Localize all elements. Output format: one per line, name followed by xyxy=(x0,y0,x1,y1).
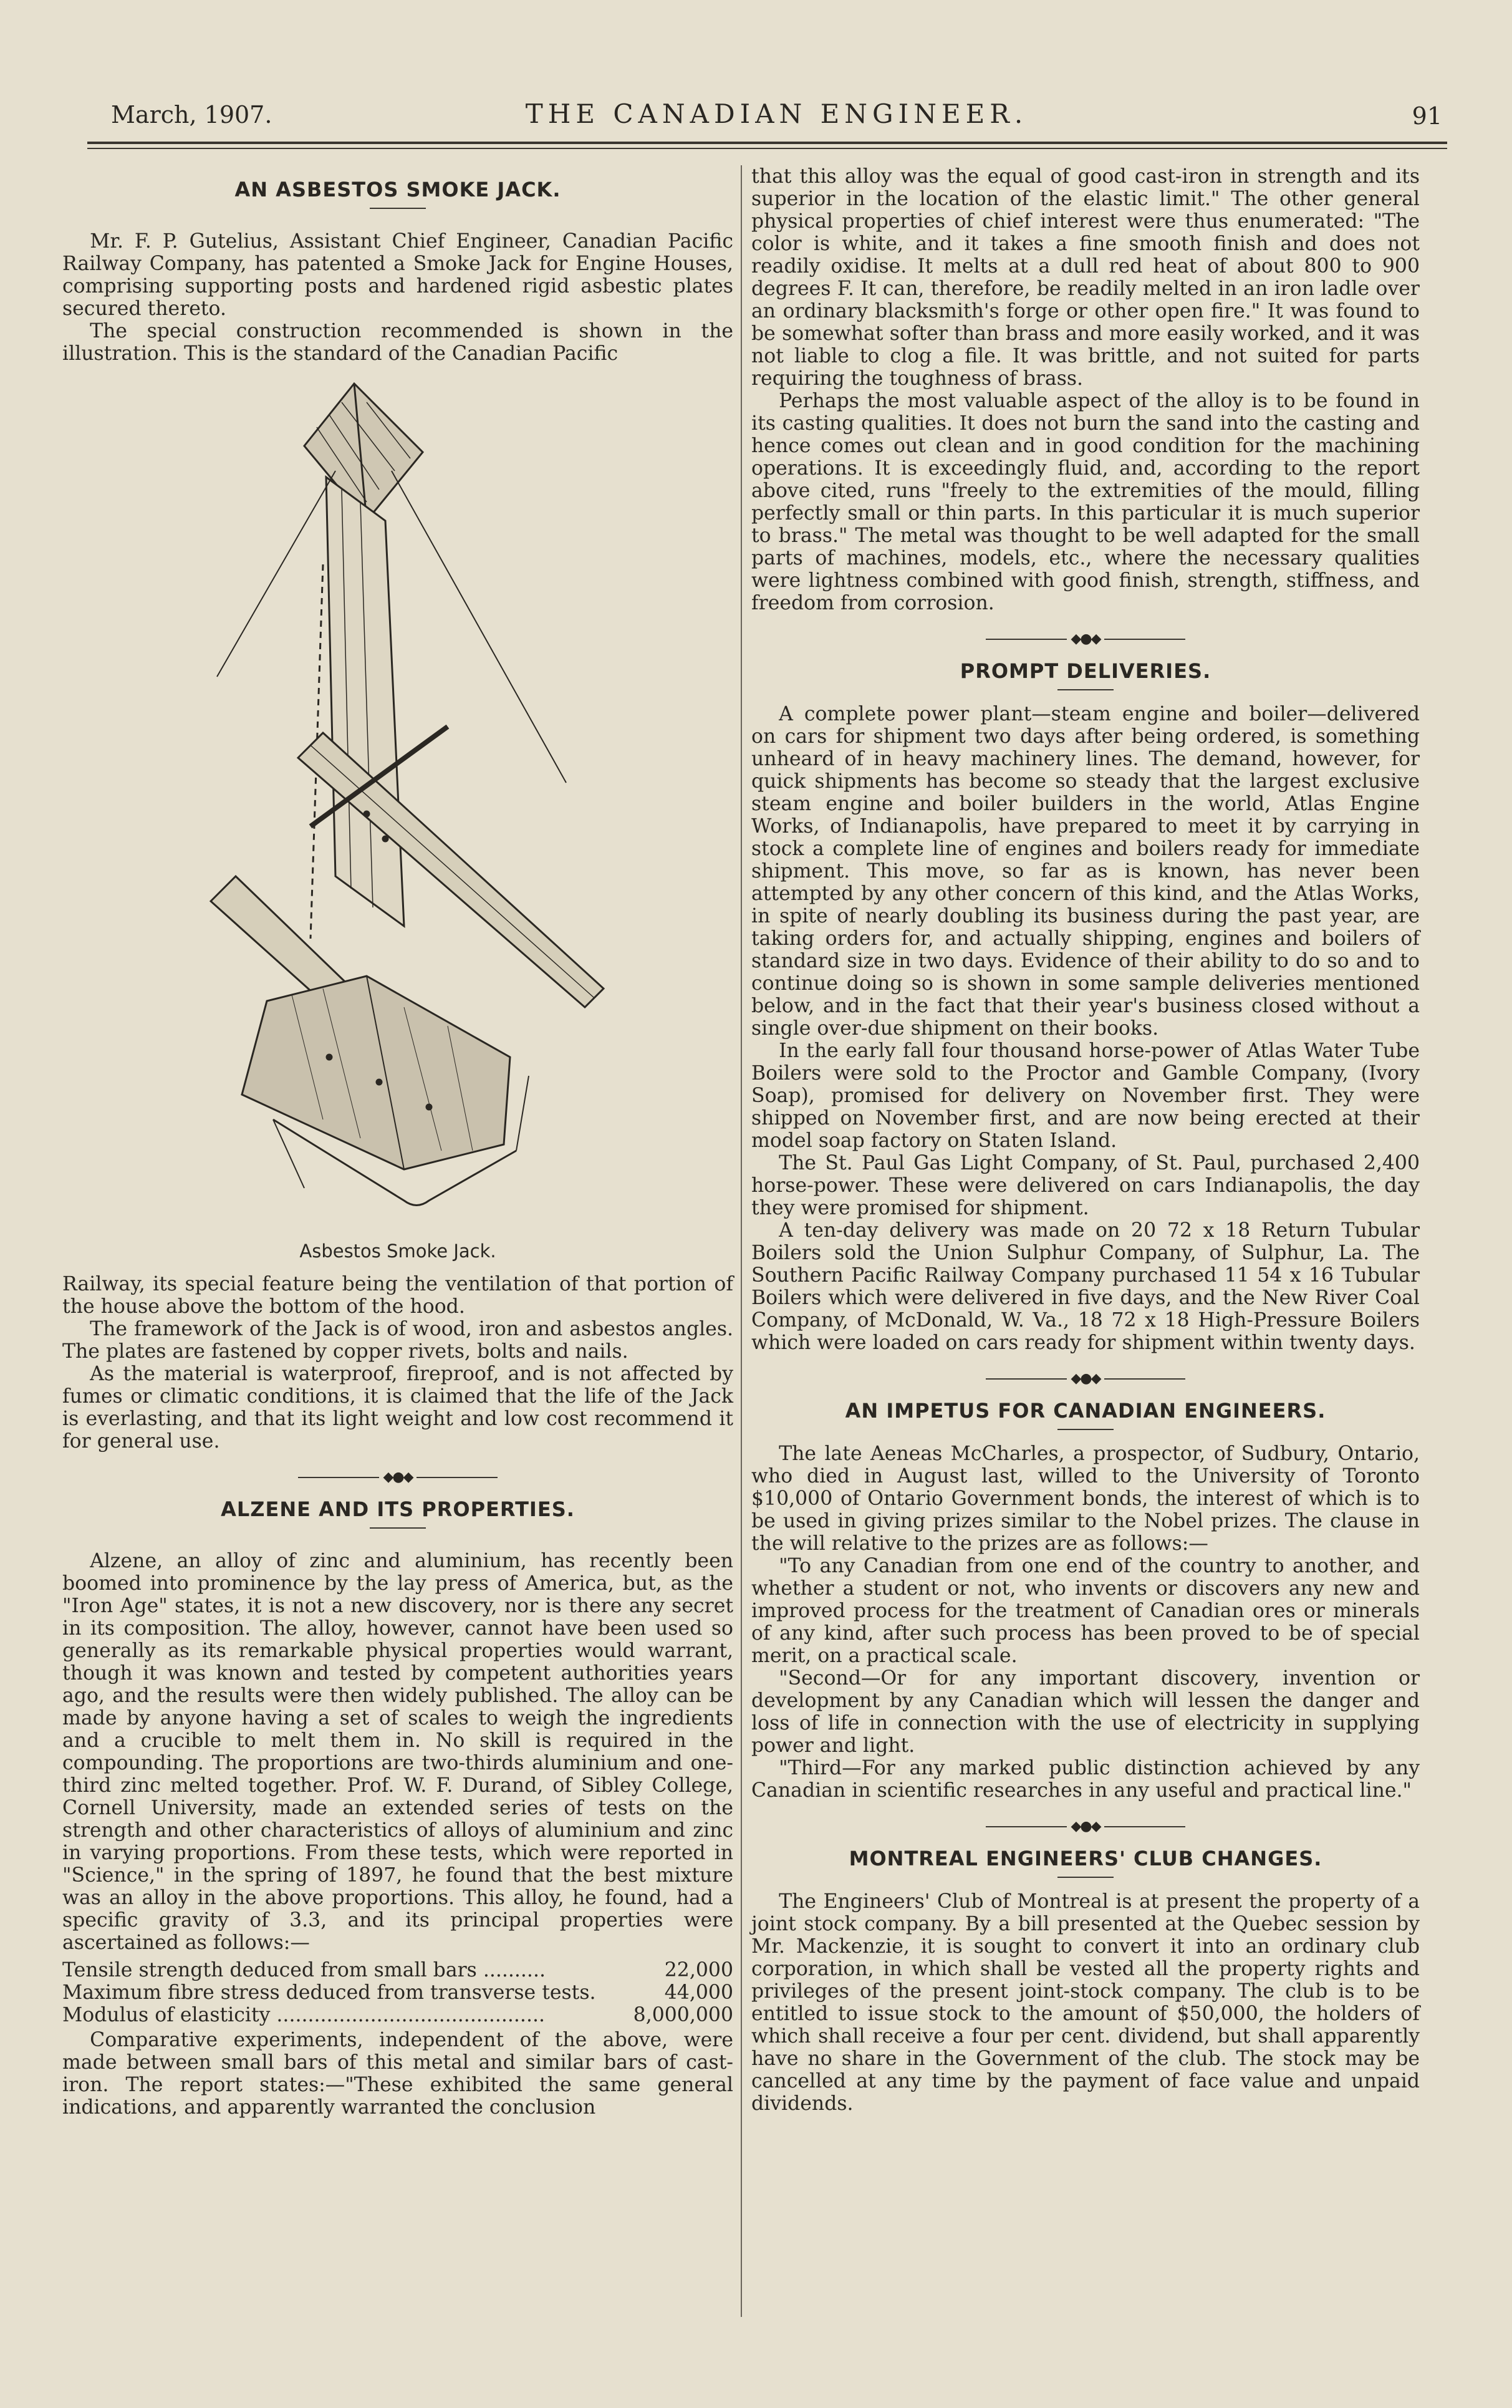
property-label: Modulus of elasticity ........................................... xyxy=(62,2004,545,2026)
paragraph: The framework of the Jack is of wood, iron and asbestos angles. The plates are fastened by copper rivets, bolts and nails. xyxy=(62,1318,733,1363)
paragraph: In the early fall four thousand horse-power of Atlas Water Tube Boilers were sold to the Proctor and Gamble Company, (Ivory Soap), promised for delivery on November first. They were shipped on November first, and are now being erected at their model soap factory on Staten Island. xyxy=(751,1040,1420,1152)
journal-title: THE CANADIAN ENGINEER. xyxy=(525,99,1028,129)
rule-ornament-icon: ◆●◆ xyxy=(751,1819,1420,1834)
article-title-smoke-jack: AN ASBESTOS SMOKE JACK. xyxy=(234,178,561,201)
title-underline xyxy=(370,1527,426,1529)
title-underline xyxy=(1057,1877,1114,1878)
property-label: Maximum fibre stress deduced from transverse tests. xyxy=(62,1981,596,2004)
figure-caption: Asbestos Smoke Jack. xyxy=(299,1240,496,1262)
paragraph: The Engineers' Club of Montreal is at present the property of a joint stock company. By a bill presented at the Quebec session by Mr. Mackenzie, it is sought to convert it into an ordinary club corporation, in which shall be vested all the property rights and privileges of the present joint-stock company. The club is to be entitled to issue stock to the amount of $50,000, the holders of which shall receive a four per cent. dividend, but shall apparently have no share in the Government of the club. The stock may be cancelled at any time by the payment of face value and unpaid dividends. xyxy=(751,1890,1420,2115)
article-title-impetus: AN IMPETUS FOR CANADIAN ENGINEERS. xyxy=(845,1399,1326,1423)
page-number: 91 xyxy=(1412,102,1442,130)
alloy-properties-table xyxy=(62,1959,733,2026)
issue-date: March, 1907. xyxy=(111,101,272,128)
paragraph: Comparative experiments, independent of the above, were made between small bars of this metal and similar bars of cast-iron. The report states:—"These exhibited the same general indications, and apparently warranted the conclusion xyxy=(62,2029,733,2119)
masthead xyxy=(111,94,1442,137)
paragraph: A complete power plant—steam engine and boiler—delivered on cars for shipment two days after being ordered, is something unheard of in heavy machinery lines. The demand, however, for quick shipments has become so steady that the largest exclusive steam engine and boiler builders in the world, Atlas Engine Works, of Indianapolis, have prepared to meet it by carrying in stock a complete line of engines and boilers ready for immediate shipment. This move, so far as is known, has never been attempted by any other concern of this kind, and the Atlas Works, in spite of nearly doubling its business during the past year, are taking orders for, and actually shipping, engines and boilers of standard size in two days. Evidence of their ability to do so and to continue doing so is shown in some sample deliveries mentioned below, and in the fact that their year's business closed without a single over-due shipment on their books. xyxy=(751,703,1420,1040)
paragraph: "To any Canadian from one end of the country to another, and whether a student or not, who invents or discovers any new and improved process for the treatment of Canadian ores or minerals of any kind, after such process has been proved to be of special merit, on a practical scale. xyxy=(751,1555,1420,1667)
paragraph: Perhaps the most valuable aspect of the alloy is to be found in its casting qualities. It does not burn the sand into the casting and hence comes out clean and in good condition for the machining operations. It is exceedingly fluid, and, according to the report above cited, runs "freely to the extremities of the mould, filling perfectly small or thin parts. In this particular it is much superior to brass." The metal was thought to be well adapted for the small parts of machines, models, etc., where the necessary qualities were lightness combined with good finish, strength, stiffness, and freedom from corrosion. xyxy=(751,390,1420,614)
table-row xyxy=(62,1981,733,2004)
left-column xyxy=(62,165,733,2119)
paragraph: The St. Paul Gas Light Company, of St. Paul, purchased 2,400 horse-power. These were delivered on cars Indianapolis, the day they were promised for shipment. xyxy=(751,1152,1420,1219)
table-row xyxy=(62,2004,733,2026)
paragraph: that this alloy was the equal of good cast-iron in strength and its superior in the location of the elastic limit." The other general physical properties of chief interest were thus enumerated: "The color is white, and it takes a fine smooth finish and does not readily oxidise. It melts at a dull red heat of about 800 to 900 degrees F. It can, therefore, be readily melted in an iron ladle over an ordinary blacksmith's forge or other open fire." It was found to be somewhat softer than brass and more easily worked, and it was not liable to clog a file. It was brittle, and not suited for parts requiring the toughness of brass. xyxy=(751,165,1420,390)
property-value: 44,000 xyxy=(664,1981,733,2004)
header-rule-thin xyxy=(87,148,1447,149)
title-underline xyxy=(1057,689,1114,690)
property-value: 22,000 xyxy=(664,1959,733,1981)
property-value: 8,000,000 xyxy=(633,2004,733,2026)
rule-ornament-icon: ◆●◆ xyxy=(62,1470,733,1485)
header-rule-thick xyxy=(87,142,1447,144)
property-label: Tensile strength deduced from small bars .......... xyxy=(62,1959,546,1981)
title-underline xyxy=(1057,1429,1114,1430)
article-title-prompt-deliveries: PROMPT DELIVERIES. xyxy=(960,659,1211,683)
article-title-alzene: ALZENE AND ITS PROPERTIES. xyxy=(221,1497,575,1521)
table-row xyxy=(62,1959,733,1981)
paragraph: The special construction recommended is shown in the illustration. This is the standard of the Canadian Pacific xyxy=(62,320,733,365)
smoke-jack-illustration xyxy=(180,377,616,1238)
paragraph: Mr. F. P. Gutelius, Assistant Chief Engineer, Canadian Pacific Railway Company, has patented a Smoke Jack for Engine Houses, comprising supporting posts and hardened rigid asbestic plates secured thereto. xyxy=(62,230,733,320)
rule-ornament-icon: ◆●◆ xyxy=(751,1371,1420,1386)
paragraph: As the material is waterproof, fireproof, and is not affected by fumes or climatic conditions, it is claimed that the life of the Jack is everlasting, and that its light weight and low cost recommend it for general use. xyxy=(62,1363,733,1453)
paragraph: Railway, its special feature being the ventilation of that portion of the house above the bottom of the hood. xyxy=(62,1273,733,1318)
paragraph: "Second—Or for any important discovery, invention or development by any Canadian which will lessen the danger and loss of life in connection with the use of electricity in supplying power and light. xyxy=(751,1667,1420,1757)
right-column xyxy=(751,165,1420,2115)
paragraph: A ten-day delivery was made on 20 72 x 18 Return Tubular Boilers sold the Union Sulphur Company, of Sulphur, La. The Southern Pacific Railway Company purchased 11 54 x 16 Tubular Boilers which were delivered in five days, and the New River Coal Company, of McDonald, W. Va., 18 72 x 18 High-Pressure Boilers which were loaded on cars ready for shipment within twenty days. xyxy=(751,1219,1420,1354)
paragraph: Alzene, an alloy of zinc and aluminium, has recently been boomed into prominence by the lay press of America, but, as the "Iron Age" states, it is not a new discovery, nor is there any secret in its composition. The alloy, however, cannot have been used so generally as its remarkable physical properties would warrant, though it was known and tested by competent authorities years ago, and the results were then widely published. The alloy can be made by anyone having a set of scales to weigh the ingredients and a crucible to melt them in. No skill is required in the compounding. The proportions are two-thirds aluminium and one-third zinc melted together. Prof. W. F. Durand, of Sibley College, Cornell University, made an extended series of tests on the strength and other characteristics of alloys of aluminium and zinc in varying proportions. From these tests, which were reported in "Science," in the spring of 1897, he found that the best mixture was an alloy in the above proportions. This alloy, he found, had a specific gravity of 3.3, and its principal properties were ascertained as follows:— xyxy=(62,1550,733,1954)
title-underline xyxy=(370,208,426,209)
article-title-montreal: MONTREAL ENGINEERS' CLUB CHANGES. xyxy=(849,1847,1322,1870)
paragraph: "Third—For any marked public distinction achieved by any Canadian in scientific researches in any useful and practical line." xyxy=(751,1757,1420,1802)
paragraph: The late Aeneas McCharles, a prospector, of Sudbury, Ontario, who died in August last, willed to the University of Toronto $10,000 of Ontario Government bonds, the interest of which is to be used in giving prizes similar to the Nobel prizes. The clause in the will relative to the prizes are as follows:— xyxy=(751,1443,1420,1555)
column-divider xyxy=(741,165,742,2317)
rule-ornament-icon: ◆●◆ xyxy=(751,632,1420,647)
